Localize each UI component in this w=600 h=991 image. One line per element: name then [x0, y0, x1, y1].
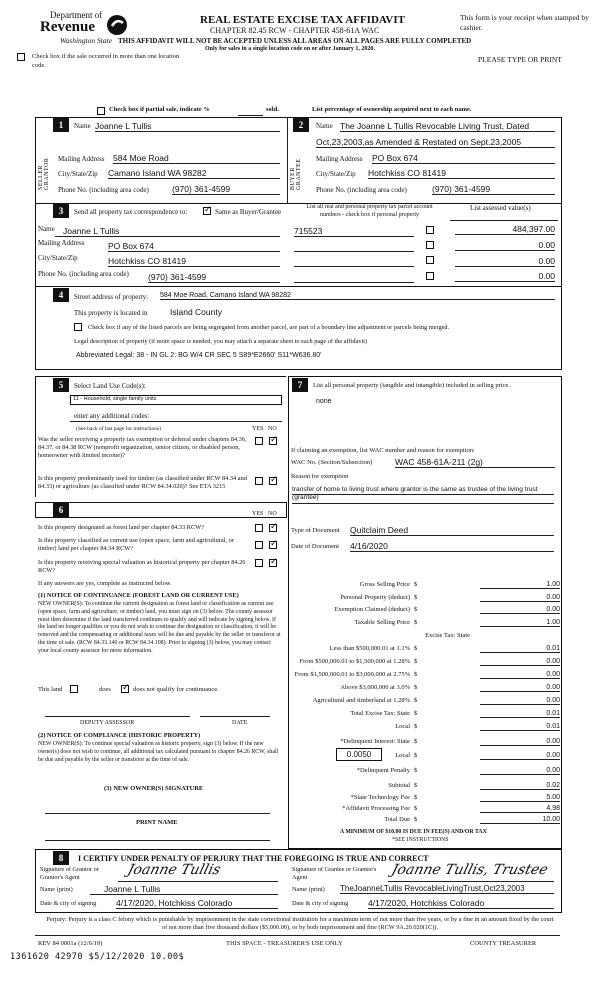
section-7-number: 7 [292, 378, 308, 392]
doc-type: Quitclaim Deed [350, 525, 554, 536]
date-city-label-g: Date & city of signing [40, 900, 97, 907]
tax-row-amount: 0.01 [480, 723, 560, 731]
tax-row-amount: 0.00 [480, 738, 560, 746]
tax-row-amount: 0.01 [480, 645, 560, 653]
s6-q3-yes[interactable] [255, 559, 263, 567]
buyer-name-1: The Joanne L Tullis Revocable Living Trust, Dated [340, 121, 555, 132]
tax-row [290, 645, 560, 656]
seller-phone: (970) 361-4599 [172, 184, 280, 195]
parcel-personal-checkbox-3[interactable] [426, 256, 434, 264]
s5-q1: Was the seller receiving a property tax exemption or deferral under chapters 84.36, 84.37, or 84.38 RCW (nonprofit organization, senior citizen, or disabled person, homeowner with limited income)? [38, 436, 247, 459]
s3-city: Hotchkiss CO 81419 [108, 256, 280, 267]
legal-description: Abbreviated Legal: 38 - IN GL 2: BG W/4 CR SEC 5 S89*E2660' S11*W636.80' [76, 352, 322, 359]
tax-row [290, 697, 560, 708]
tax-row-label: Local [395, 752, 410, 759]
dept-line1: Department of [50, 10, 103, 20]
grantor-signature: Joanne Tullis [125, 862, 223, 878]
legal-label: Legal description of property (if more space is needed, you may attach a separate sheet to each page of the affidavit) [74, 338, 368, 345]
section-2-number: 2 [293, 118, 309, 132]
parcel-personal-checkbox-1[interactable] [426, 226, 434, 234]
pp-label: List all personal property (tangible and intangible) included in selling price. [313, 382, 510, 389]
dollar-sign: $ [414, 684, 418, 691]
county-treasurer: COUNTY TREASURER [470, 940, 537, 947]
s6-q2: Is this property classified as current use (open space, farm and agricultural, or timber) land per chapter 84.34 RCW? [38, 537, 234, 552]
rev-number: REV 84 0001a (12/6/19) [38, 940, 103, 947]
name-print-label-e: Name (print) [292, 886, 325, 893]
tax-row-amount: 0.00 [480, 684, 560, 692]
tax-row-label: *Delinquent Penalty [356, 767, 410, 774]
tax-row-label: Total Excise Tax: State [350, 710, 410, 717]
deputy-date: DATE [232, 720, 248, 726]
sig-grantor-label: Signature of Grantor or Grantor's Agent [40, 866, 99, 881]
s5-q2: Is this property predominantly used for timber (as classified under RCW 84.34 and 84.33) or agriculture (as classified under RCW 84.34.020)? See ETA 3215 [38, 475, 247, 490]
partial-sale-checkbox[interactable] [97, 107, 105, 115]
dollar-sign: $ [414, 738, 418, 745]
s5-yes: YES [252, 426, 264, 432]
tax-row-amount: 0.01 [480, 710, 560, 718]
tax-row-label: Taxable Selling Price [354, 619, 410, 626]
min-due: A MINIMUM OF $10.00 IS DUE IN FEE(S) AND/OR TAX [340, 829, 487, 835]
treasurer-stamp: 1361620 42970 $5/12/2020 10.00$ [10, 952, 185, 962]
form-title: REAL ESTATE EXCISE TAX AFFIDAVIT [200, 14, 405, 26]
tax-row-amount: 0.00 [480, 671, 560, 679]
land-does-checkbox[interactable] [70, 685, 78, 693]
property-street: 584 Moe Road, Camano Island WA 98282 [160, 292, 555, 300]
s2-city-label: City/State/Zip [316, 170, 356, 178]
doc-type-label: Type of Document [291, 527, 340, 534]
tax-row-amount: 4.98 [480, 805, 560, 813]
s3-send-label: Send all property tax correspondence to: [74, 208, 188, 216]
notice2-text: NEW OWNER(S): To continue special valuation as historic property, sign (3) below. If the new owner(s) does not wish to continue, all additional tax calculated pursuant to chapter 84.26 RCW, shall be due and payable by the seller or transferor at the time of sale. [38, 741, 279, 763]
tax-row [290, 723, 560, 734]
assessed-value-1: 484,397.00 [455, 224, 555, 235]
assessed-value-2: 0.00 [455, 240, 555, 251]
s6-q1-yes[interactable] [255, 524, 263, 532]
seller-city: Camano Island WA 98282 [108, 168, 280, 179]
s2-mail-label: Mailing Address [316, 155, 363, 163]
s3-mail-label: Mailing Address [38, 239, 85, 247]
s3-phone-label: Phone No. (including area code) [38, 270, 129, 278]
see-back: (See back of last page for instructions) [76, 426, 161, 432]
dollar-sign: $ [414, 805, 418, 812]
tax-row-amount: 0.00 [480, 658, 560, 666]
s3-name-label: Name [38, 225, 55, 233]
dept-line3: Washington State [60, 36, 113, 45]
dollar-sign: $ [414, 767, 418, 774]
tax-row-amount: 1.00 [480, 619, 560, 627]
wac-label: WAC No. (Section/Subsection) [291, 459, 373, 466]
tax-row [290, 606, 560, 617]
grantee-date-city: 4/17/2020, Hotchkiss Colorado [368, 898, 554, 909]
tax-row [290, 632, 560, 643]
s1-phone-label: Phone No. (including area code) [58, 186, 149, 194]
revenue-logo-icon [104, 13, 130, 37]
tax-row-label: Gross Selling Price [359, 581, 410, 588]
dollar-sign: $ [414, 594, 418, 601]
receipt-note: This form is your receipt when stamped by cashier. [460, 13, 589, 32]
tax-row-label: From $1,500,000.01 to $3,000,000 at 2.75% [294, 671, 410, 678]
tax-row [290, 671, 560, 682]
s5-q1-yes[interactable] [255, 437, 263, 445]
s6-q2-no[interactable] [269, 541, 277, 549]
s1-mail-label: Mailing Address [58, 155, 105, 163]
assessed-value-3: 0.00 [455, 256, 555, 267]
doc-date: 4/16/2020 [350, 541, 554, 552]
dollar-sign: $ [414, 723, 418, 730]
s3-mail: PO Box 674 [108, 241, 280, 252]
tax-row-label: Local [395, 723, 410, 730]
partial-sale-label: Check box if partial sale, indicate % [109, 106, 210, 113]
grantee-signature: Joanne Tullis, Trustee [389, 862, 550, 878]
tax-row [290, 581, 560, 592]
certify: I CERTIFY UNDER PENALTY OF PERJURY THAT THE FOREGOING IS TRUE AND CORRECT [78, 854, 429, 863]
notice1-title: (1) NOTICE OF CONTINUANCE (FOREST LAND OR CURRENT USE) [38, 592, 239, 599]
tax-row-label: *State Technology Fee [350, 794, 410, 801]
dollar-sign: $ [414, 671, 418, 678]
perjury-text: Perjury: Perjury is a class C felony which is punishable by imprisonment in the state correctional institution for a maximum term of not more than five years, or by a fine in an amount fixed by the court of not more than five thousand dollars ($5,000.00), or by both imprisonment and fine (RCW 9A.20.020(1C)). [46, 916, 554, 931]
located-label: This property is located in [74, 309, 148, 317]
tax-row-amount: 5.00 [480, 794, 560, 802]
s2-phone-label: Phone No. (including area code) [316, 186, 407, 194]
dollar-sign: $ [414, 794, 418, 801]
street-label: Street address of property: [74, 293, 149, 301]
s6-q3-no[interactable] [269, 559, 277, 567]
new-owner-signature: (3) NEW OWNER(S) SIGNATURE [104, 785, 204, 792]
s5-no: NO [268, 426, 277, 432]
dollar-sign: $ [414, 606, 418, 613]
parcel-personal-checkbox-4[interactable] [426, 272, 434, 280]
parcel-head: List all real and personal property tax parcel account numbers - check box if personal property [306, 204, 433, 218]
exempt-question: If claiming an exemption, list WAC number and reason for exemption: [291, 447, 475, 454]
tax-row [290, 816, 560, 827]
land-does: does [99, 686, 111, 693]
tax-row [290, 619, 560, 630]
grantee-print-name: TheJoanneLTullis RevocableLivingTrust,Oct23,2003 [340, 884, 554, 894]
tax-row-label: From $500,000.01 to $1,500,000 at 1.28% [299, 658, 410, 665]
s1-name-label: Name [74, 122, 91, 130]
ownership-note: List percentage of ownership acquired next to each name. [312, 106, 472, 113]
additional-codes: enter any additional codes: [74, 412, 150, 420]
s5-q2-yes[interactable] [255, 477, 263, 485]
section-3-number: 3 [53, 204, 69, 218]
s3-phone: (970) 361-4599 [148, 272, 280, 283]
assessed-head: List assessed value(s) [470, 204, 531, 212]
name-print-label-g: Name (print) [40, 886, 73, 893]
s6-yes: YES [252, 511, 264, 517]
tax-row [290, 738, 560, 749]
s6-q3: Is this property receiving special valuation as historical property per chapter 84.26 RCW? [38, 559, 246, 574]
dollar-sign: $ [414, 645, 418, 652]
tax-row-amount: 0.00 [480, 594, 560, 602]
s6-q1: Is this property designated as forest land per chapter 84.33 RCW? [38, 524, 204, 531]
dollar-sign: $ [414, 752, 418, 759]
dollar-sign: $ [414, 619, 418, 626]
tax-row-label: *Delinquent Interest: State [340, 738, 410, 745]
tax-row-label: Total Due [384, 816, 410, 823]
s6-q2-yes[interactable] [255, 541, 263, 549]
section-8-number: 8 [53, 851, 69, 865]
dollar-sign: $ [414, 816, 418, 823]
deputy-assessor: DEPUTY ASSESSOR [80, 720, 135, 726]
same-as-buyer-label: Same as Buyer/Grantee [215, 208, 282, 216]
segregate-label: Check box if any of the listed parcels are being segregated from another parcel, are part of a boundary line adjustment or parcels being merged. [88, 324, 450, 331]
notice2-title: (2) NOTICE OF COMPLIANCE (HISTORIC PROPERTY) [38, 732, 201, 739]
personal-property: none [316, 398, 332, 405]
seller-name: Joanne L Tullis [95, 121, 280, 132]
wac-number: WAC 458-61A-211 (2g) [395, 457, 555, 468]
multi-location-label: Check box if the sale occurred in more than one location code. [32, 53, 180, 69]
tax-row-label: Less than $500,000.01 at 1.1% [329, 645, 410, 652]
doc-date-label: Date of Document [291, 543, 340, 550]
this-land: This land [38, 686, 63, 693]
tax-row-label: Above $3,000,000 at 3.0% [340, 684, 410, 691]
dollar-sign: $ [414, 581, 418, 588]
land-use-label: Select Land Use Code(s): [74, 382, 146, 390]
land-does-not-checkbox[interactable] [121, 685, 129, 693]
dollar-sign: $ [414, 782, 418, 789]
buyer-mail: PO Box 674 [372, 153, 555, 164]
buyer-name-2: Oct,23,2003,as Amended & Restated on Sept.23,2005 [316, 137, 555, 148]
date-city-label-e: Date & city of signing [292, 900, 349, 907]
dollar-sign: $ [414, 658, 418, 665]
tax-row-label: Subtotal [388, 782, 410, 789]
segregate-checkbox[interactable] [74, 323, 82, 331]
grantor-print-name: Joanne L Tullis [90, 884, 278, 895]
buyer-phone: (970) 361-4599 [432, 184, 555, 195]
tax-row [290, 710, 560, 721]
s6-q1-no[interactable] [269, 524, 277, 532]
seller-mail: 584 Moe Road [113, 153, 280, 164]
s6-no: NO [268, 511, 277, 517]
tax-row-label: Excise Tax: State [425, 632, 470, 639]
dept-line2: Revenue [40, 19, 95, 35]
s3-name: Joanne L Tullis [55, 226, 280, 237]
property-county: Island County [170, 307, 222, 317]
form-notice: THIS AFFIDAVIT WILL NOT BE ACCEPTED UNLESS ALL AREAS ON ALL PAGES ARE FULLY COMPLETED [118, 37, 472, 45]
tax-row-label: *Affidavit Processing Fee [342, 805, 410, 812]
parcel-number: 715523 [294, 226, 414, 237]
local-rate-box: 0.0050 [336, 748, 382, 761]
tax-row-amount: 0.00 [480, 606, 560, 614]
buyer-city: Hotchkiss CO 81419 [368, 168, 555, 179]
s5-q1-no[interactable] [269, 437, 277, 445]
dollar-sign: $ [414, 697, 418, 704]
tax-row [290, 794, 560, 805]
multi-location-checkbox[interactable] [17, 53, 25, 61]
section-5-number: 5 [53, 378, 69, 392]
tax-row-amount: 0.00 [480, 767, 560, 775]
tax-row [290, 752, 560, 763]
print-name: PRINT NAME [136, 819, 178, 826]
reason-label: Reason for exemption [291, 473, 349, 480]
type-print: PLEASE TYPE OR PRINT [478, 55, 562, 64]
section-6-number: 6 [53, 503, 69, 517]
tax-row-label: Exemption Claimed (deduct) [334, 606, 410, 613]
tax-row-label: Personal Property (deduct) [340, 594, 410, 601]
tax-row [290, 767, 560, 778]
tax-row [290, 658, 560, 669]
form-subtitle: CHAPTER 82.45 RCW - CHAPTER 458-61A WAC [210, 26, 380, 35]
tax-row-amount: 10.00 [480, 816, 560, 824]
tax-row-amount: 1.00 [480, 581, 560, 589]
only-for: Only for sales in a single location code on or after January 1, 2020. [205, 46, 375, 52]
tax-row-label: Agricultural and timberland at 1.28% [312, 697, 410, 704]
tax-row [290, 684, 560, 695]
notice1-text: NEW OWNER(S): To continue the current designation as forest land or classification as current use (open space, farm and agriculture, or timber) land, you must sign on (3) below. The county assessor must then determine if the land transferred continues to qualify and will indicate by signing below. If the land no longer qualifies or you do not wish to continue the designation or classification, it will be removed and the compensating or additional taxes will be due and payable by the seller or transferor at the time of sale. (RCW 84.33.140 or RCW 84.34.108). Prior to signing (3) below, you may contact your local county assessor for more information. [38, 601, 281, 654]
exempt-reason: transfer of home to living trust where grantor is the same as trustee of the living trust (grantee) [292, 486, 538, 501]
dollar-sign: $ [414, 710, 418, 717]
s1-city-label: City/State/Zip [58, 170, 98, 178]
if-yes: If any answers are yes, complete as instructed below. [38, 580, 172, 587]
land-does-not: does not qualify for continuance. [133, 686, 219, 693]
treasurer-space: THIS SPACE - TREASURER'S USE ONLY [226, 940, 343, 947]
tax-row [290, 594, 560, 605]
seller-grantor-label: SELLER GRANTOR [38, 157, 50, 190]
buyer-grantee-label: BUYER GRANTEE [290, 158, 302, 190]
same-as-buyer-checkbox[interactable] [203, 207, 211, 215]
section-4-number: 4 [53, 288, 69, 302]
see-instructions: *SEE INSTRUCTIONS [392, 837, 449, 843]
tax-row [290, 782, 560, 793]
s3-city-label: City/State/Zip [38, 254, 78, 262]
assessed-value-4: 0.00 [455, 271, 555, 282]
s5-q2-no[interactable] [269, 477, 277, 485]
s2-name-label: Name [316, 122, 333, 130]
tax-row-amount: 0.00 [480, 752, 560, 760]
section-1-number: 1 [53, 118, 69, 132]
grantor-date-city: 4/17/2020, Hotchkiss Colorado [116, 898, 278, 909]
sig-grantee-label: Signature of Grantee or Grantee's Agent [292, 866, 377, 881]
parcel-personal-checkbox-2[interactable] [426, 241, 434, 249]
tax-row-amount: 0.00 [480, 697, 560, 705]
tax-row-amount: 0.02 [480, 782, 560, 790]
sold-label: sold. [266, 106, 279, 113]
tax-row [290, 805, 560, 816]
land-use-code[interactable]: 11 - Household, single family units [70, 395, 282, 405]
